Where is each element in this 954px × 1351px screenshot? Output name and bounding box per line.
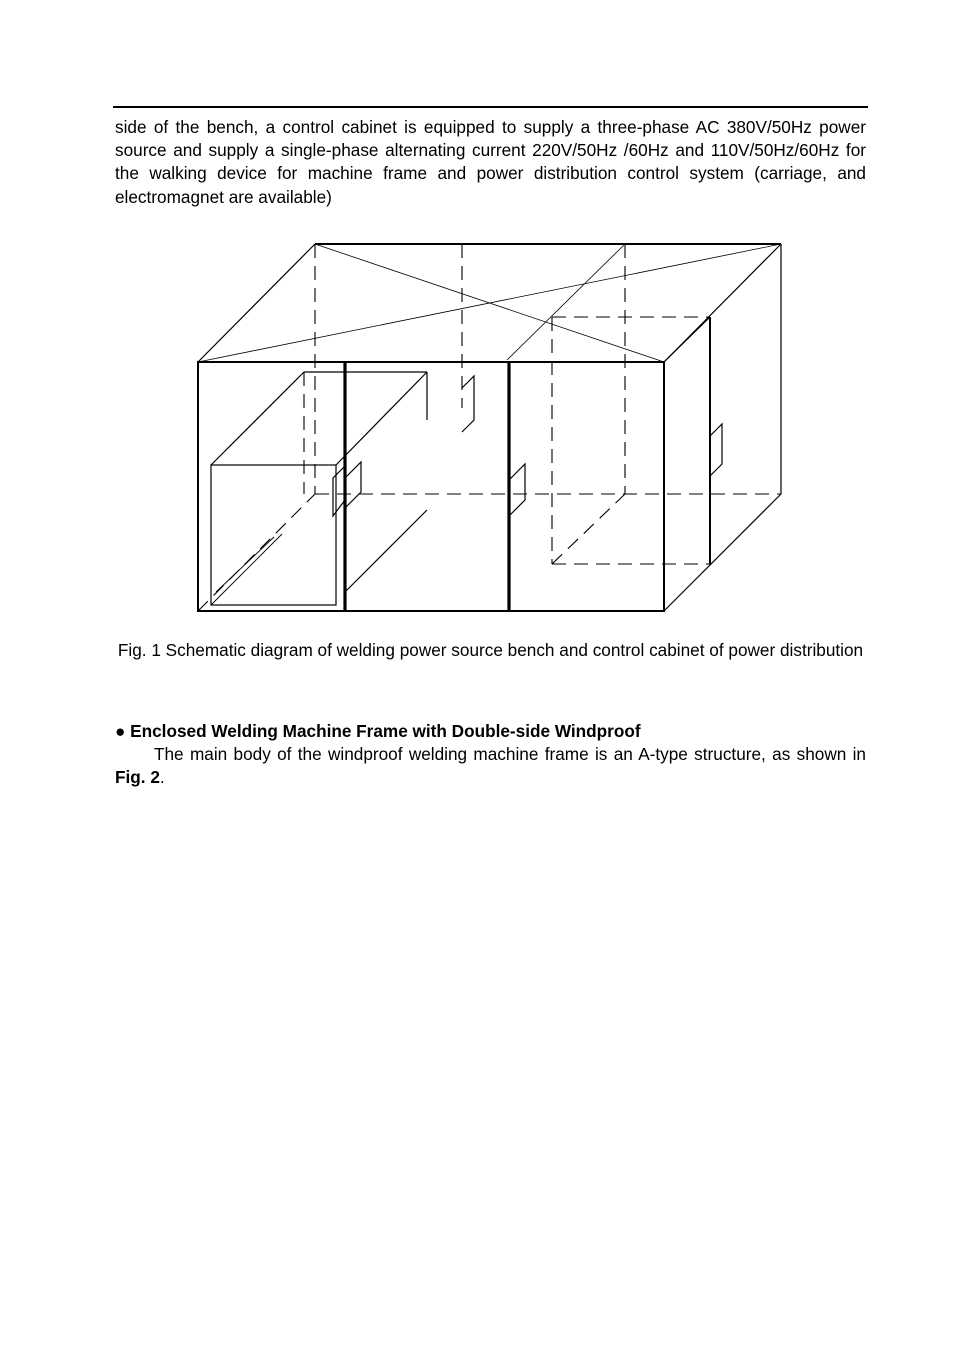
section-heading: ● Enclosed Welding Machine Frame with Double-side Windproof — [115, 721, 641, 741]
header-rule — [113, 106, 868, 108]
figure-reference: Fig. 2 — [115, 767, 160, 788]
figure-caption: Fig. 1 Schematic diagram of welding power source bench and control cabinet of power distribution — [117, 640, 864, 660]
paragraph-2-end: . — [159, 767, 165, 788]
figure-1-schematic — [190, 236, 790, 620]
body-paragraph-2 — [115, 743, 866, 789]
paragraph-2-text: The main body of the windproof welding machine frame is an A-type structure, as shown in — [154, 744, 866, 764]
body-paragraph-1: side of the bench, a control cabinet is equipped to supply a three-phase AC 380V/50Hz power source and supply a single-phase alternating current 220V/50Hz /60Hz and 110V/50Hz/60Hz for the walking device for machine frame and power distribution control system (carriage, and electromagnet are available) — [115, 117, 866, 207]
